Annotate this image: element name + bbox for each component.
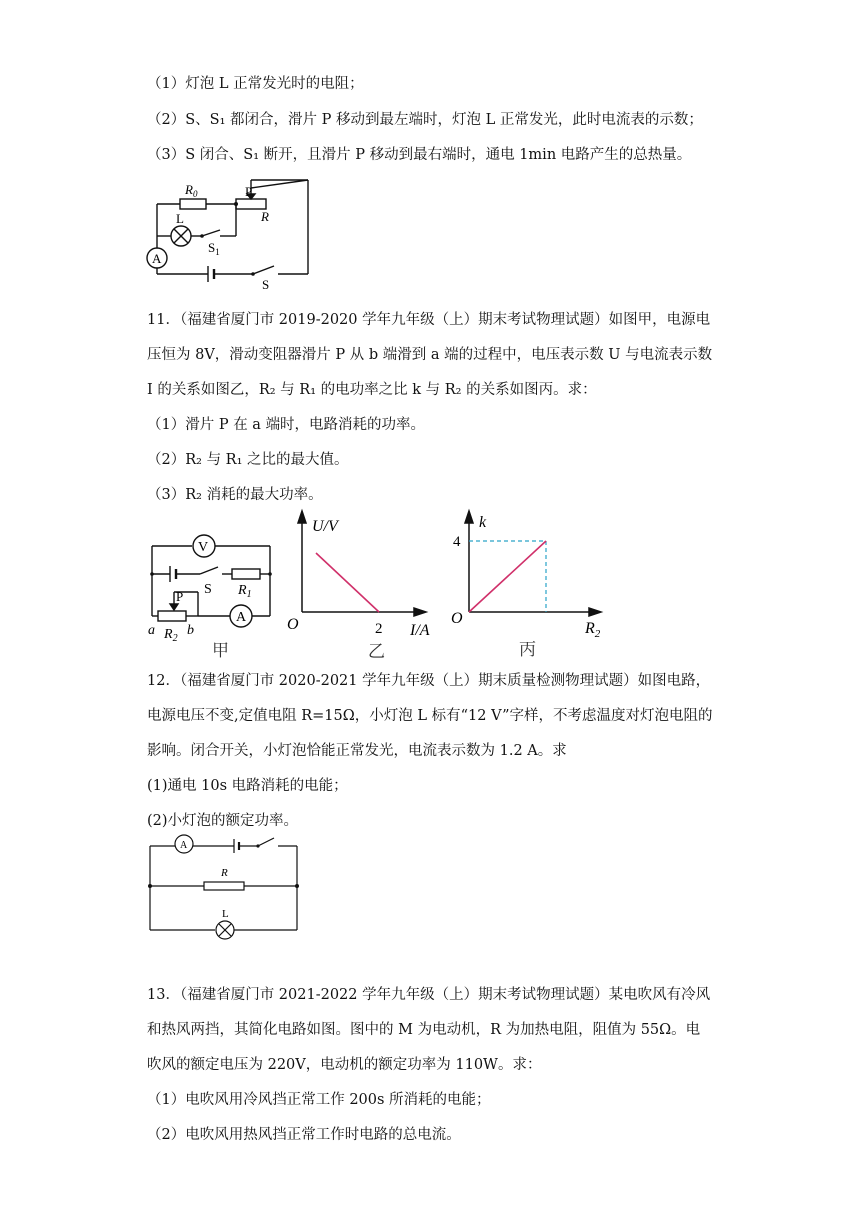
q11-stem-line-2: 压恒为 8V，滑动变阻器滑片 P 从 b 端滑到 a 端的过程中，电压表示数 U 与电流表示数 (147, 347, 713, 363)
label-b-end: b (187, 623, 194, 638)
ammeter-label: A (180, 840, 188, 851)
y-axis-label: U/V (312, 518, 338, 535)
origin-label: O (451, 610, 463, 627)
voltmeter-label: V (198, 540, 209, 555)
x-tick-label: 2 (375, 621, 383, 637)
x-axis-label: I/A (410, 622, 430, 639)
q13-stem-line-3: 吹风的额定电压为 220V，电动机的额定功率为 110W。求： (147, 1057, 542, 1073)
q13-stem-line-1: 13．（福建省厦门市 2021-2022 学年九年级（上）期末考试物理试题）某电吹风有冷风 (147, 987, 711, 1003)
caption-yi: 乙 (368, 642, 385, 660)
q11-stem-line-1: 11．（福建省厦门市 2019-2020 学年九年级（上）期末考试物理试题）如图甲，电源电 (147, 312, 711, 328)
ammeter-label: A (236, 610, 247, 625)
q11-item-2: （2）R₂ 与 R₁ 之比的最大值。 (147, 452, 349, 468)
q10-item-1: （1）灯泡 L 正常发光时的电阻； (147, 76, 364, 92)
caption-jia: 甲 (212, 641, 229, 660)
k-r2-line (469, 541, 546, 612)
q11-figure-jia (140, 530, 280, 660)
q12-stem-line-2: 电源电压不变,定值电阻 R=15Ω，小灯泡 L 标有“12 V”字样，不考虑温度对灯泡电阻的 (147, 708, 713, 724)
label-l: L (176, 211, 184, 226)
q13-stem-line-2: 和热风两挡，其简化电路如图。图中的 M 为电动机，R 为加热电阻，阻值为 55Ω。电 (147, 1022, 701, 1038)
origin-label: O (287, 616, 299, 633)
label-r2: $R_2$ (164, 627, 178, 644)
x-axis-label: $R_2$ (585, 620, 601, 640)
q11-stem-line-3: I 的关系如图乙，R₂ 与 R₁ 的电功率之比 k 与 R₂ 的关系如图丙。求： (147, 382, 597, 398)
label-a-end: a (148, 623, 155, 638)
q13-item-1: （1）电吹风用冷风挡正常工作 200s 所消耗的电能； (147, 1092, 491, 1108)
q11-figure-bing (445, 505, 615, 660)
q12-stem-line-3: 影响。闭合开关，小灯泡恰能正常发光，电流表示数为 1.2 A。求 (147, 743, 567, 759)
q12-item-1: (1)通电 10s 电路消耗的电能； (147, 778, 348, 794)
y-axis-label: k (479, 514, 487, 531)
q10-circuit-figure (140, 176, 320, 296)
label-s: S (204, 582, 212, 597)
y-tick-label: 4 (453, 534, 461, 550)
q12-item-2: (2)小灯泡的额定功率。 (147, 813, 299, 829)
q10-item-2: （2）S、S₁ 都闭合，滑片 P 移动到最左端时，灯泡 L 正常发光，此时电流表的示数； (147, 112, 703, 128)
u-i-line (316, 553, 379, 612)
label-r0: $R_0$ (185, 182, 198, 199)
q13-item-2: （2）电吹风用热风挡正常工作时电路的总电流。 (147, 1127, 461, 1143)
label-p: P (176, 589, 184, 604)
label-p: P (245, 184, 253, 199)
label-r1: $R_1$ (238, 583, 252, 600)
ammeter-label: A (152, 251, 162, 266)
label-r: R (221, 867, 228, 879)
label-l: L (222, 908, 229, 920)
q11-item-3: （3）R₂ 消耗的最大功率。 (147, 487, 323, 503)
label-s1: $S_1$ (208, 240, 220, 257)
q11-figure-yi (282, 505, 442, 660)
label-r: R (261, 209, 269, 224)
q12-stem-line-1: 12．（福建省厦门市 2020-2021 学年九年级（上）期末质量检测物理试题）如图电路， (147, 673, 711, 689)
q12-circuit-figure (140, 830, 310, 945)
q10-item-3: （3）S 闭合、S₁ 断开，且滑片 P 移动到最右端时，通电 1min 电路产生的总热量。 (147, 147, 692, 163)
q11-item-1: （1）滑片 P 在 a 端时，电路消耗的功率。 (147, 417, 426, 433)
label-s: S (262, 277, 270, 292)
caption-bing: 丙 (519, 640, 536, 659)
